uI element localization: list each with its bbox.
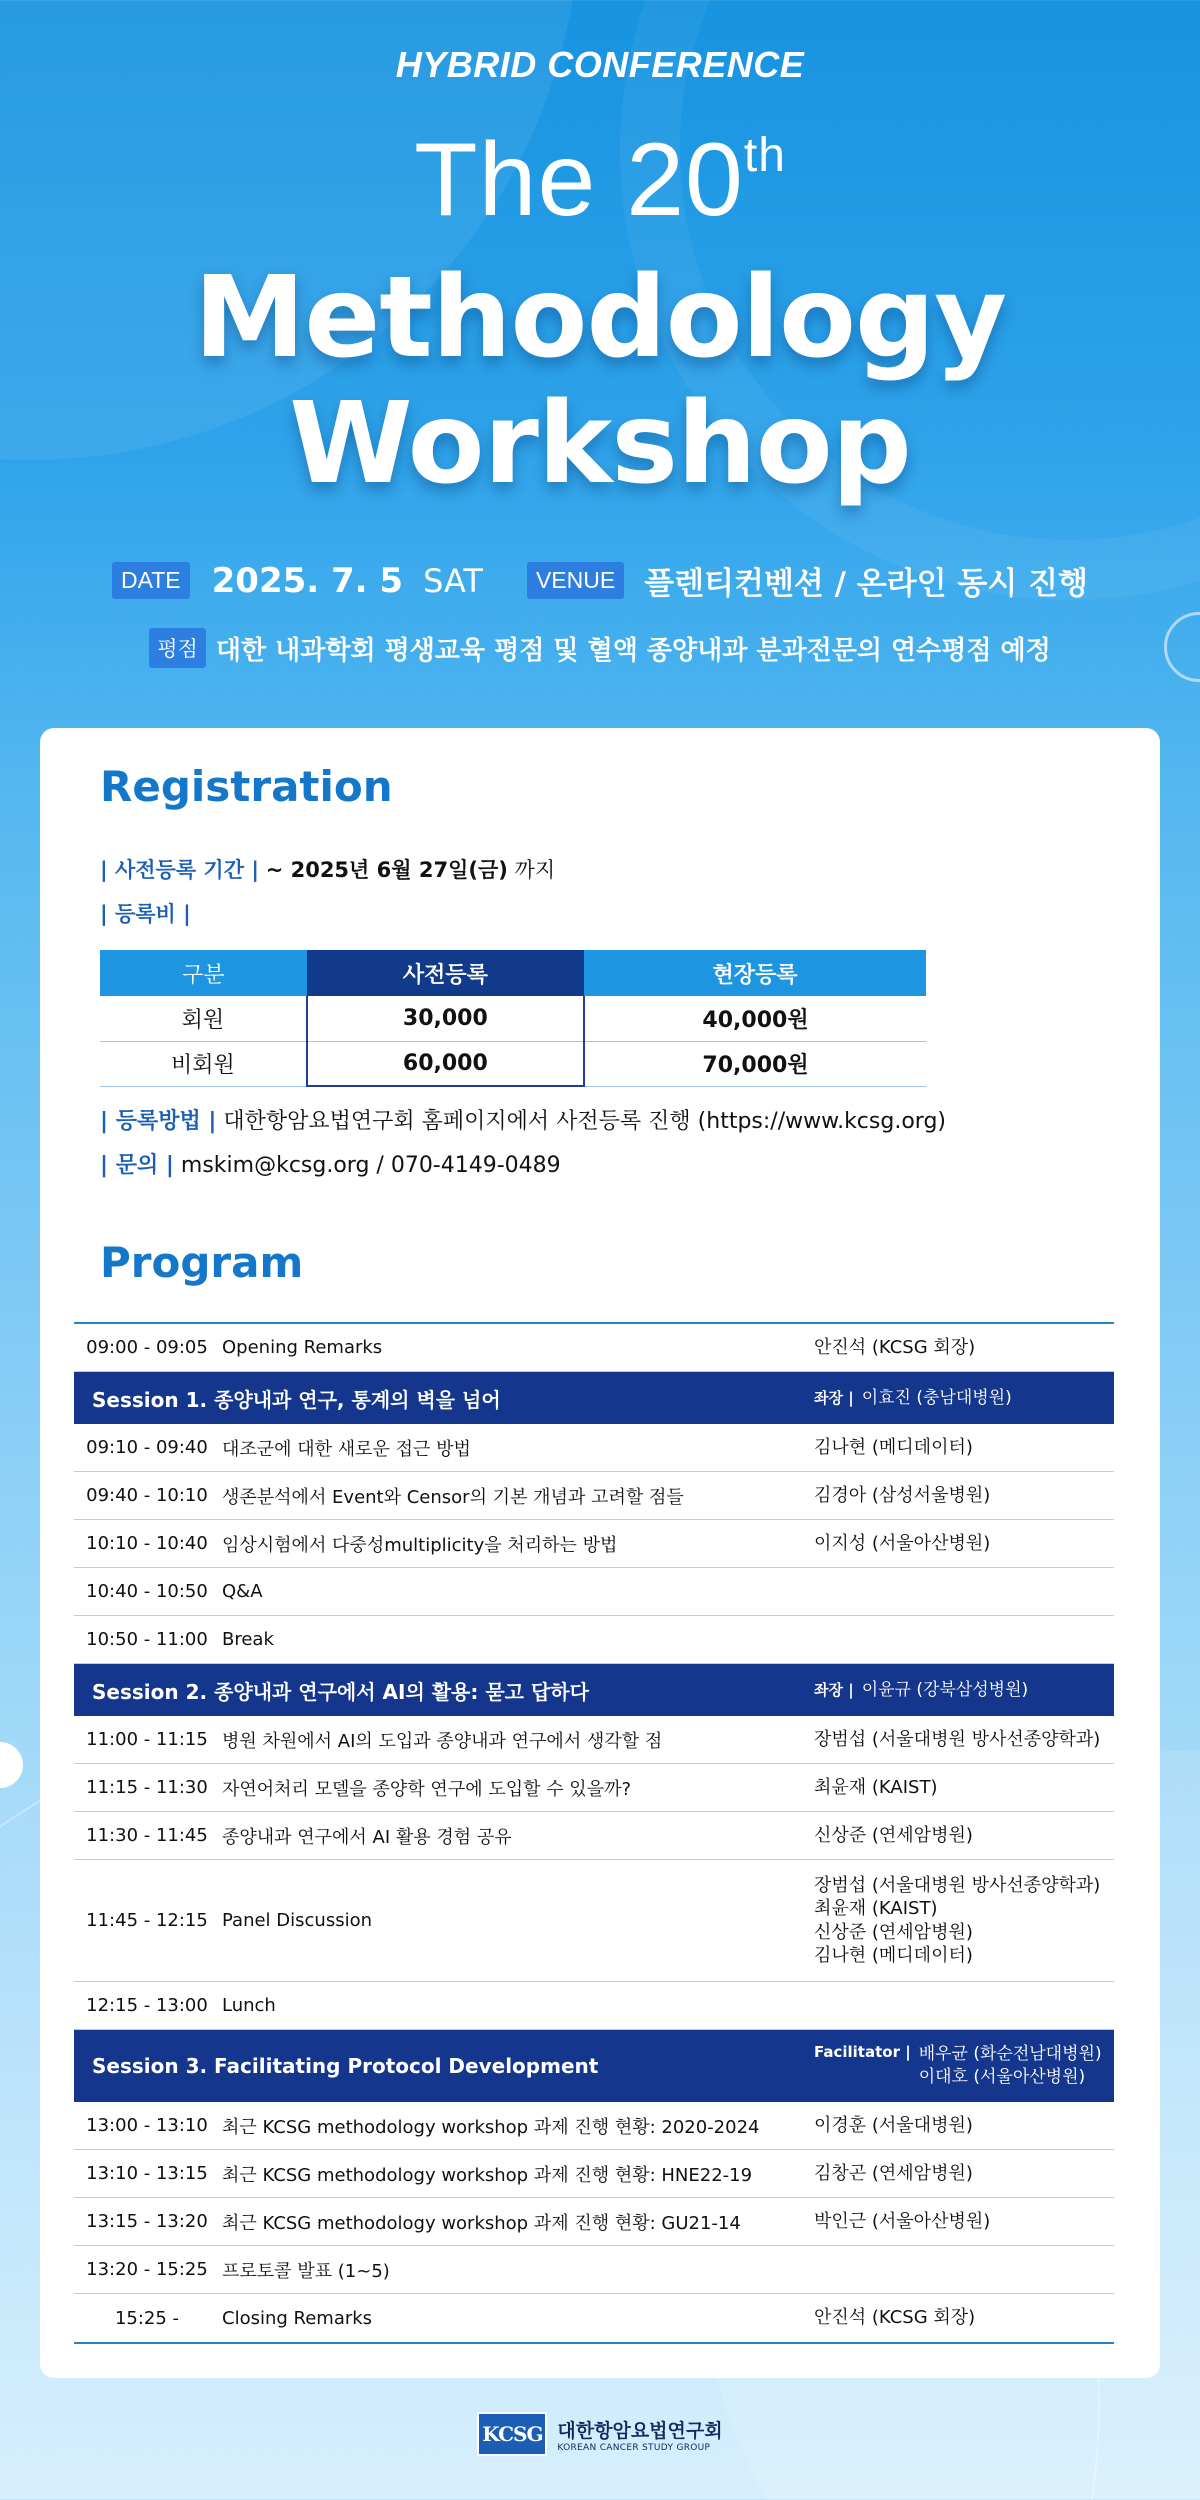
panel-speaker: 김나현 (메디데이터) [814,1944,973,1966]
edition-text: The 20 [414,122,744,238]
fee-row-nonmember [100,1041,926,1086]
kcsg-logo-icon: KCSG [477,2412,547,2456]
row-topic: Lunch [222,1995,276,2016]
program-row [74,2102,1114,2150]
row-time: 09:00 - 09:05 [86,1337,208,1358]
points-tag: 평점 [149,628,206,668]
fee-row-member [100,996,926,1041]
session-chair [804,1387,1114,1410]
contact-label: | 문의 | [100,1153,174,1178]
row-topic: 최근 KCSG methodology workshop 과제 진행 현황: GU21-14 [222,2212,741,2234]
fee-header-category: 구분 [100,950,307,996]
row-speaker: 안진석 (KCSG 회장) [814,2307,976,2329]
row-time: 10:50 - 11:00 [86,1629,208,1650]
row-speaker: 김경아 (삼성서울병원) [814,1484,991,1506]
chair-label: Facilitator | [814,2043,911,2062]
organizer-name-ko: 대한항암요법연구회 [557,2419,723,2442]
background-dot [0,1742,23,1788]
chair-name: 이효진 (충남대병원) [861,1387,1012,1408]
program-row [74,1520,1114,1568]
program-row [74,1982,1114,2030]
program-row [74,1472,1114,1520]
program-row [74,1716,1114,1764]
session-title: Session 1. 종양내과 연구, 통계의 벽을 넘어 [92,1387,501,1412]
fee-label-row [100,898,191,928]
panel-speaker: 최윤재 (KAIST) [814,1898,938,1920]
row-time: 13:20 - 15:25 [86,2259,208,2280]
chair-label: 좌장 | [814,1680,854,1699]
row-speaker: 최윤재 (KAIST) [814,1776,938,1798]
registration-title: Registration [100,762,393,811]
row-time: 11:15 - 11:30 [86,1777,208,1798]
row-time: 13:00 - 13:10 [86,2115,208,2136]
registration-contact [100,1148,561,1179]
workshop-title-line1: Methodology [193,253,1007,383]
row-time: 10:10 - 10:40 [86,1533,208,1554]
session-1-header [74,1372,1114,1424]
program-row [74,2294,1114,2342]
date-tag: DATE [112,562,190,599]
fee-cell: 30,000 [307,996,584,1041]
contact-value[interactable]: mskim@kcsg.org / 070-4149-0489 [180,1153,561,1178]
row-time: 10:40 - 10:50 [86,1581,208,1602]
hybrid-conference-label: HYBRID CONFERENCE [395,44,805,85]
method-label: | 등록방법 | [100,1109,217,1134]
chair-name: 이윤규 (강북삼성병원) [861,1679,1029,1700]
program-row [74,2198,1114,2246]
session-3-header [74,2030,1114,2102]
row-topic: Q&A [222,1581,263,1602]
poster-header [0,0,1200,720]
fee-cell: 비회원 [100,1041,307,1086]
session-title: Session 2. 종양내과 연구에서 AI의 활용: 묻고 답하다 [92,1679,589,1704]
row-speaker: 김나현 (메디데이터) [814,1436,973,1458]
row-topic: 최근 KCSG methodology workshop 과제 진행 현황: HNE22-19 [222,2164,753,2186]
chair-label: 좌장 | [814,1388,854,1407]
edition-suffix: th [743,129,786,182]
session-2-header [74,1664,1114,1716]
fee-label: | 등록비 | [100,902,191,926]
program-row [74,1324,1114,1372]
panel-speaker: 신상준 (연세암병원) [814,1921,973,1943]
program-table [74,1322,1114,2344]
row-speaker: 장범섭 (서울대병원 방사선종양학과) [814,1728,1101,1750]
event-day: SAT [423,561,483,600]
row-topic: 종양내과 연구에서 AI 활용 경험 공유 [222,1826,512,1848]
row-time: 09:40 - 10:10 [86,1485,208,1506]
fee-cell: 70,000원 [584,1041,926,1086]
program-row [74,1764,1114,1812]
event-date: 2025. 7. 5 [211,560,404,601]
row-topic: 임상시험에서 다중성multiplicity을 처리하는 방법 [222,1534,618,1556]
row-speaker: 이지성 (서울아산병원) [814,1532,991,1554]
method-value[interactable]: 대한항암요법연구회 홈페이지에서 사전등록 진행 (https://www.kcsg.org) [223,1109,946,1134]
row-time: 11:00 - 11:15 [86,1729,208,1750]
edition-title [0,122,1200,238]
panel-speaker: 장범섭 (서울대병원 방사선종양학과) [814,1874,1101,1896]
row-speaker: 박인근 (서울아산병원) [814,2210,991,2232]
program-row [74,1424,1114,1472]
program-row [74,2150,1114,2198]
row-topic: 병원 차원에서 AI의 도입과 종양내과 연구에서 생각할 점 [222,1730,663,1752]
date-venue-row [0,558,1200,603]
row-speaker: 이경훈 (서울대병원) [814,2114,973,2136]
session-chair [804,2043,1114,2089]
period-label: | 사전등록 기간 | [100,858,259,882]
row-topic: Break [222,1629,274,1650]
period-value: ~ 2025년 6월 27일(금) [265,858,508,882]
workshop-title-line2: Workshop [289,379,911,509]
program-row [74,1568,1114,1616]
content-card [40,728,1160,2378]
organizer-name-en: KOREAN CANCER STUDY GROUP [557,2442,711,2453]
fee-cell: 40,000원 [584,996,926,1041]
row-time: 15:25 - [114,2307,180,2329]
fee-cell: 60,000 [307,1041,584,1086]
fee-header-onsite: 현장등록 [584,950,926,996]
program-row [74,2246,1114,2294]
registration-method [100,1104,946,1135]
row-topic: 자연어처리 모델을 종양학 연구에 도입할 수 있을까? [222,1778,632,1800]
row-speakers [804,1874,1114,1968]
fee-cell: 회원 [100,996,307,1041]
row-speaker: 신상준 (연세암병원) [814,1824,973,1846]
row-topic: 생존분석에서 Event와 Censor의 기본 개념과 고려할 점들 [222,1486,684,1508]
row-time: 12:15 - 13:00 [86,1995,208,2016]
fee-table [100,950,926,1087]
session-title: Session 3. Facilitating Protocol Development [92,2054,599,2078]
row-time: 13:15 - 13:20 [86,2211,208,2232]
row-topic: Closing Remarks [222,2307,373,2329]
organizer-logo [0,2412,1200,2456]
row-topic: 대조군에 대한 새로운 접근 방법 [222,1438,471,1460]
row-topic: 최근 KCSG methodology workshop 과제 진행 현황: 2020-2024 [222,2116,760,2138]
chair-name: 배우균 (화순전남대병원) [918,2044,1102,2065]
row-speaker: 안진석 (KCSG 회장) [814,1336,976,1358]
points-row [0,628,1200,668]
venue-tag: VENUE [527,562,624,599]
row-topic: Panel Discussion [222,1910,373,1931]
row-time: 11:30 - 11:45 [86,1825,208,1846]
row-time: 11:45 - 12:15 [86,1910,208,1931]
row-speaker: 김창곤 (연세암병원) [814,2162,973,2184]
row-topic: 프로토콜 발표 (1~5) [222,2260,390,2282]
program-title: Program [100,1238,304,1287]
event-venue: 플렌티컨벤션 / 온라인 동시 진행 [644,566,1088,602]
program-row [74,1616,1114,1664]
program-row [74,1812,1114,1860]
organizer-name [557,2416,722,2453]
chair-names [919,2043,1102,2089]
panel-discussion-row [74,1860,1114,1982]
period-suffix: 까지 [514,858,556,882]
points-text: 대한 내과학회 평생교육 평점 및 혈액 종양내과 분과전문의 연수평점 예정 [215,635,1051,666]
session-chair [804,1679,1114,1702]
row-time: 09:10 - 09:40 [86,1437,208,1458]
chair-name: 이대호 (서울아산병원) [918,2067,1086,2087]
row-time: 13:10 - 13:15 [86,2163,208,2184]
fee-header-pre: 사전등록 [307,950,584,996]
registration-period [100,854,555,884]
row-topic: Opening Remarks [222,1337,383,1358]
